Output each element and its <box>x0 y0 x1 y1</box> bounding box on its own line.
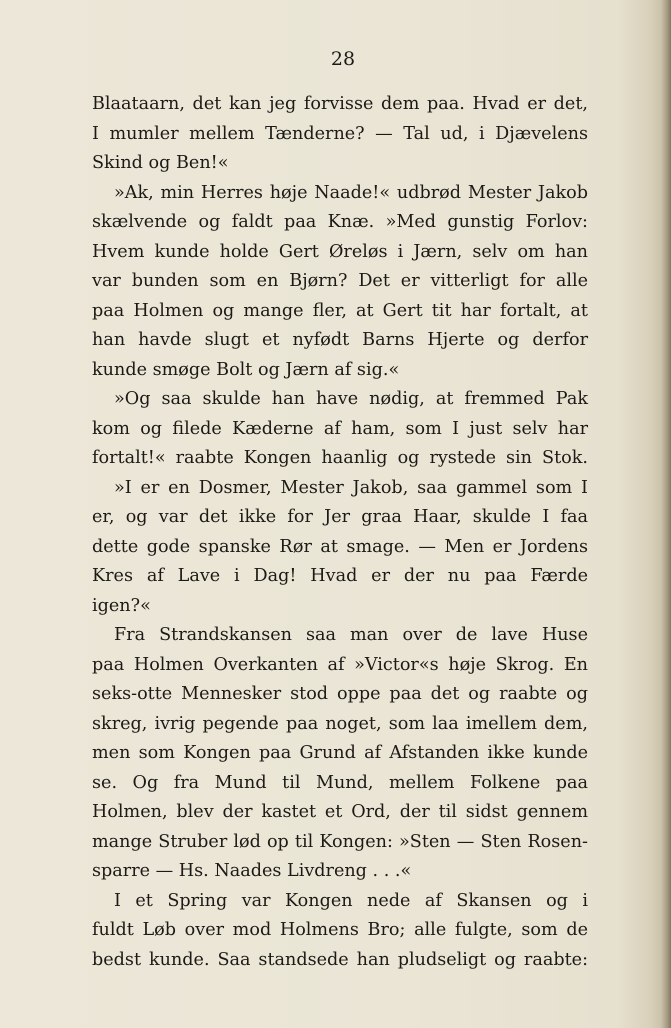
text-line: Hvem kunde holde Gert Øreløs i Jærn, selv om han <box>92 241 588 262</box>
text-line: kom og filede Kæderne af ham, som I just selv har <box>92 418 588 439</box>
text-line: »Og saa skulde han have nødig, at fremmed Pak <box>114 389 588 409</box>
text-line: »I er en Dosmer, Mester Jakob, saa gammel som I <box>114 477 588 498</box>
text-line: men som Kongen paa Grund af Afstanden ikke kunde <box>92 743 588 763</box>
text-line: Fra Strandskansen saa man over de lave Huse <box>114 625 588 645</box>
text-line: sparre — Hs. Naades Livdreng . . .« <box>92 861 412 881</box>
text-line: han havde slugt et nyfødt Barns Hjerte og derfor <box>92 330 588 350</box>
text-line: Holmen, blev der kastet et Ord, der til sidst gennem <box>92 802 588 822</box>
text-line: se. Og fra Mund til Mund, mellem Folkene paa <box>92 772 588 793</box>
text-line: skreg, ivrig pegende paa noget, som laa imellem dem, <box>92 713 588 734</box>
text-line: paa Holmen Overkanten af »Victor«s høje Skrog. En <box>92 654 588 675</box>
page-edge-shadow <box>661 0 671 1028</box>
text-line: paa Holmen og mange fler, at Gert tit har fortalt, at <box>92 300 588 321</box>
text-line: seks-otte Mennesker stod oppe paa det og raabte og <box>92 684 588 704</box>
text-line: I et Spring var Kongen nede af Skansen og i <box>114 890 588 911</box>
text-line: Blaataarn, det kan jeg forvisse dem paa. Hvad er det, <box>92 94 588 114</box>
text-line: var bunden som en Bjørn? Det er vitterligt for alle <box>92 271 588 291</box>
page-number: 28 <box>330 48 356 70</box>
text-line: dette gode spanske Rør at smage. — Men er Jordens <box>92 536 588 557</box>
text-line: mange Struber lød op til Kongen: »Sten — Sten Rosen- <box>92 831 588 852</box>
body-text <box>92 90 588 975</box>
text-line: Skind og Ben!« <box>92 153 229 173</box>
text-line: bedst kunde. Saa standsede han pludseligt og raabte: <box>92 949 588 970</box>
text-line: fortalt!« raabte Kongen haanlig og rystede sin Stok. <box>92 448 588 468</box>
text-line: Kres af Lave i Dag! Hvad er der nu paa Færde <box>92 566 588 586</box>
text-line: igen?« <box>92 595 151 616</box>
text-line: »Ak, min Herres høje Naade!« udbrød Mester Jakob <box>114 182 588 203</box>
text-line: fuldt Løb over mod Holmens Bro; alle fulgte, som de <box>92 920 588 940</box>
text-line: I mumler mellem Tænderne? — Tal ud, i Djævelens <box>92 123 588 144</box>
text-line: er, og var det ikke for Jer graa Haar, skulde I faa <box>92 507 588 527</box>
text-line: skælvende og faldt paa Knæ. »Med gunstig Forlov: <box>92 212 588 232</box>
text-line: kunde smøge Bolt og Jærn af sig.« <box>92 359 400 380</box>
